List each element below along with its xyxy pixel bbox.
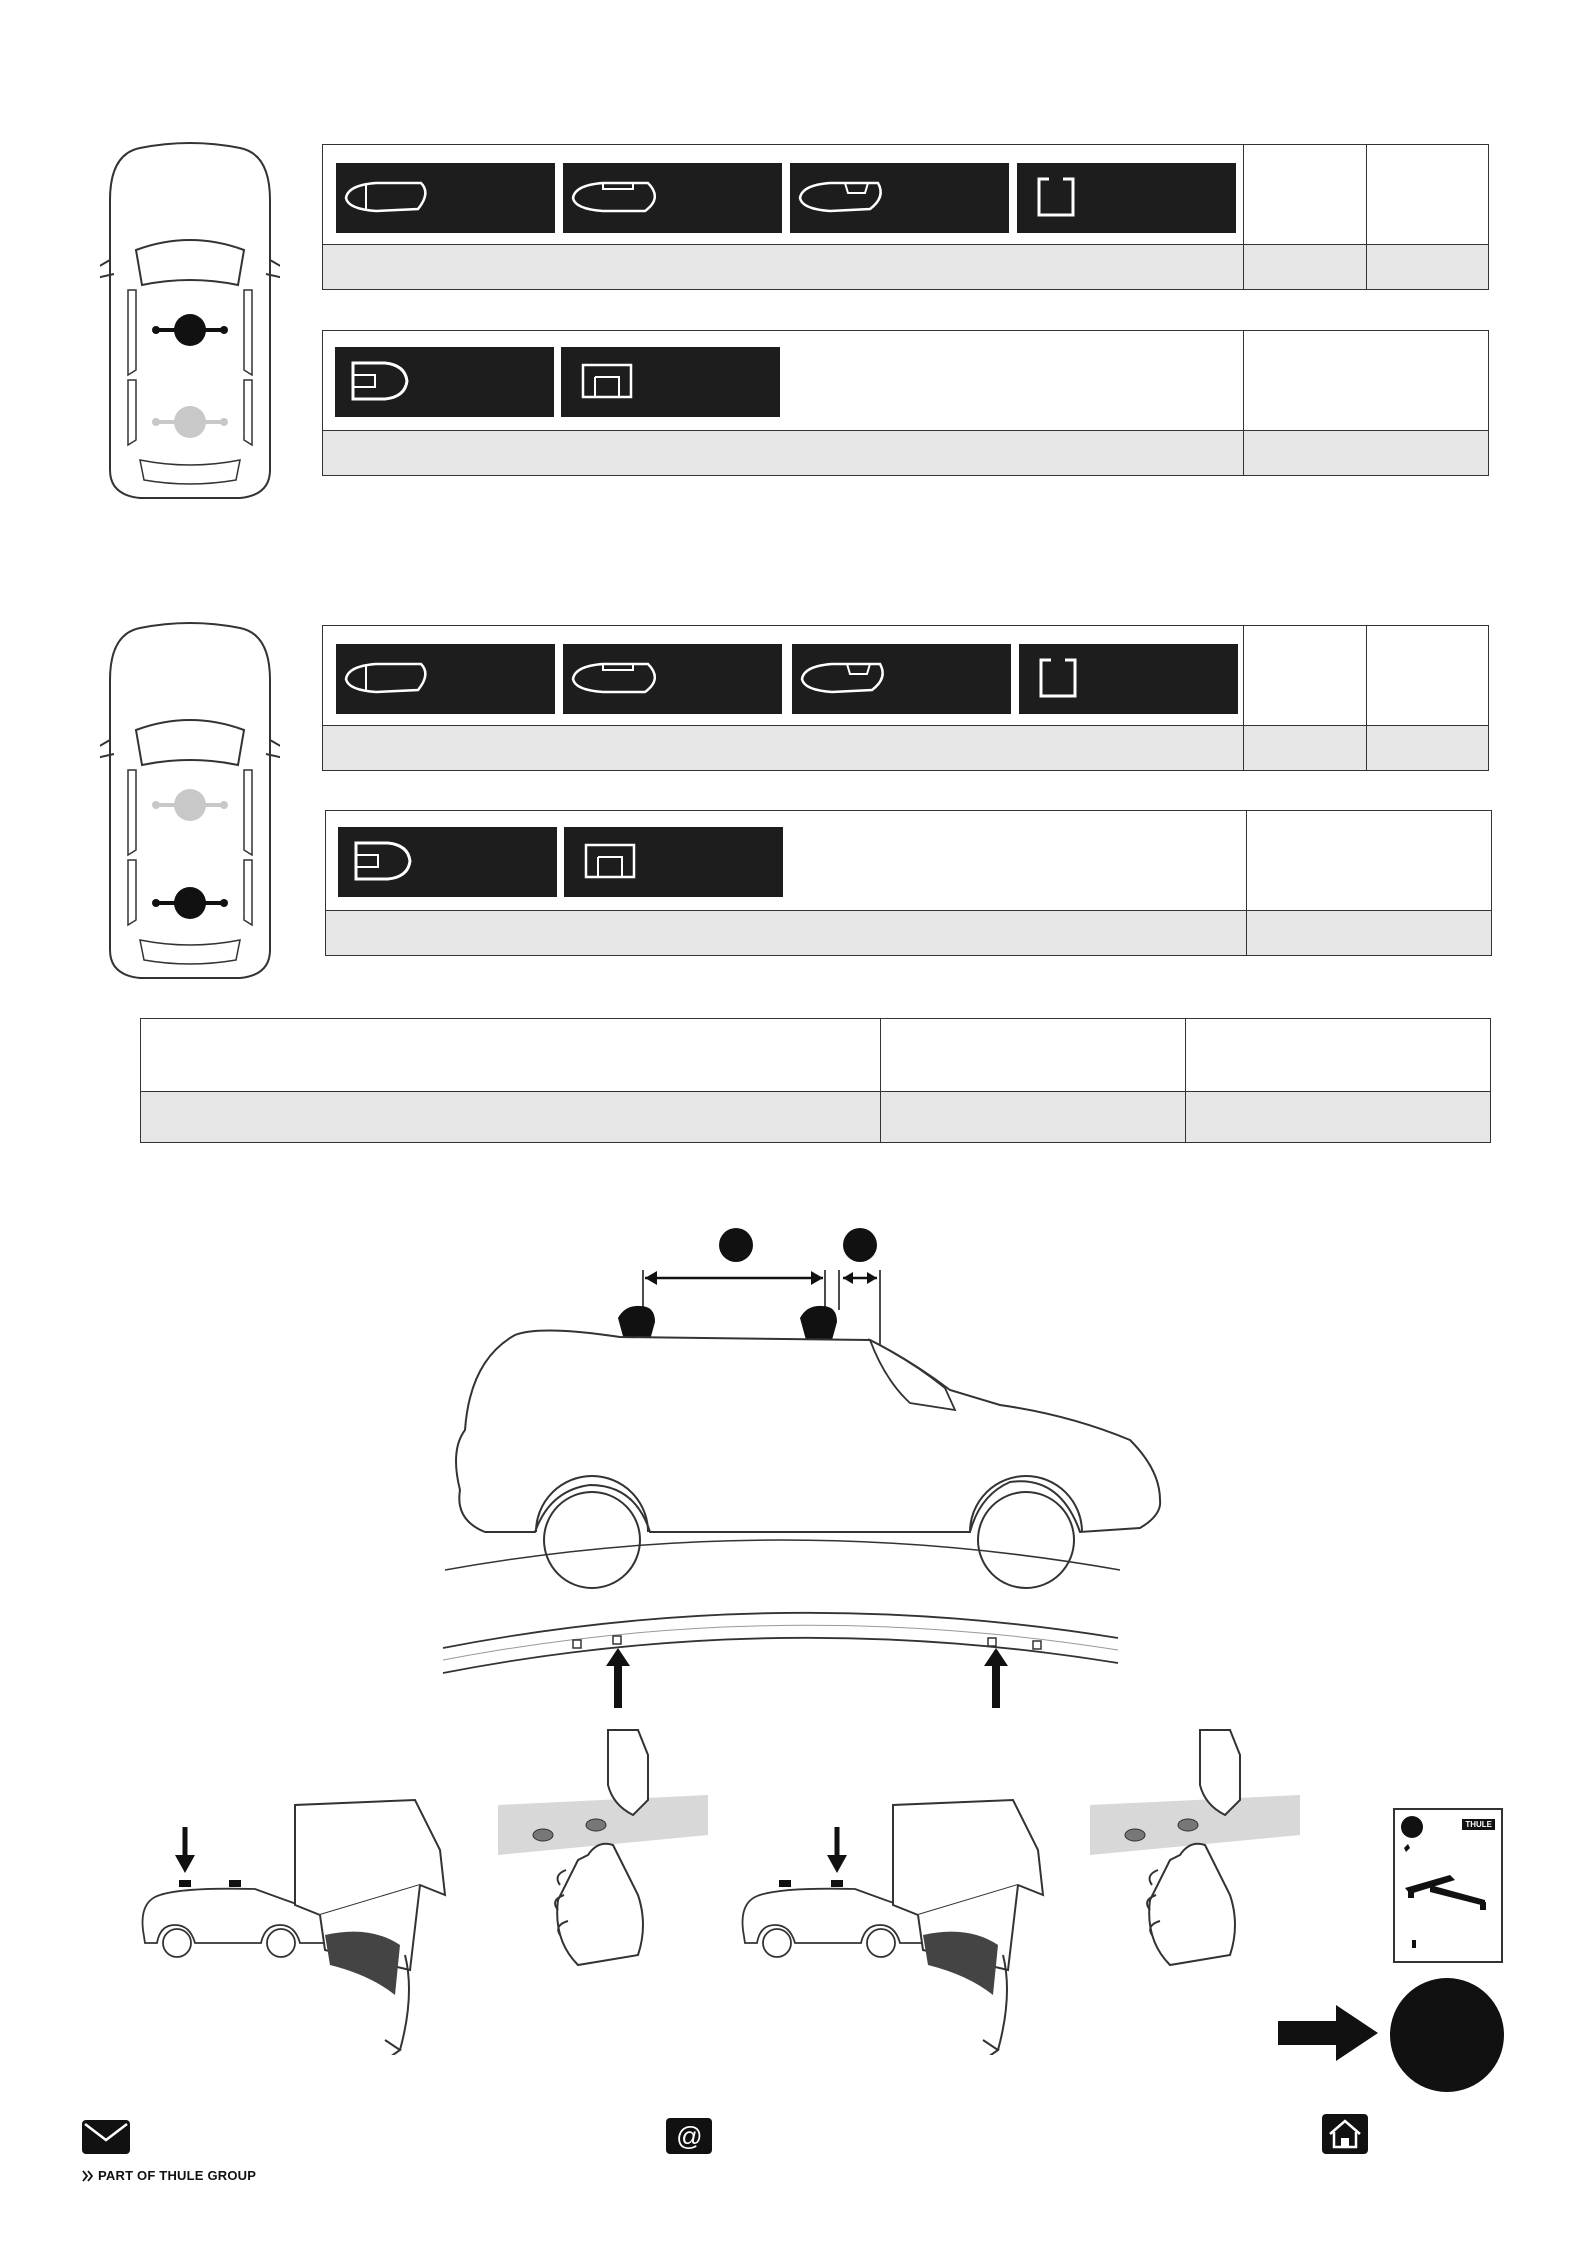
wingbar-edge-profile-tile bbox=[336, 163, 555, 233]
manual-brand-label: THULE bbox=[1462, 1819, 1495, 1830]
table-row-grey bbox=[323, 244, 1488, 289]
smartrack-profile-tile bbox=[564, 827, 783, 897]
car-topview-front bbox=[100, 140, 280, 505]
mail-icon[interactable] bbox=[82, 2120, 130, 2154]
foot-mounting-detail-front bbox=[290, 1795, 510, 2055]
wingbar-evo-profile-tile bbox=[563, 644, 782, 714]
fit-table-general bbox=[140, 1018, 1491, 1143]
roof-rail-mount-points bbox=[438, 1598, 1138, 1708]
squarebar-profile-tile bbox=[1019, 644, 1238, 714]
squarebar-profile-tile bbox=[1017, 163, 1236, 233]
probar-profile-tile bbox=[338, 827, 557, 897]
hand-tightening-detail-front bbox=[498, 1725, 718, 1975]
foot-mounting-detail-rear bbox=[888, 1795, 1108, 2055]
table-row-grey bbox=[326, 910, 1491, 955]
svg-text:@: @ bbox=[675, 2121, 703, 2151]
table-row-grey bbox=[141, 1091, 1490, 1142]
next-step-arrow-icon bbox=[1278, 2005, 1378, 2061]
table-row-grey bbox=[323, 430, 1488, 475]
car-sideview-foot-positions bbox=[440, 1210, 1200, 1600]
car-topview-rear bbox=[100, 620, 280, 985]
hand-tightening-detail-rear bbox=[1090, 1725, 1310, 1975]
next-step-circle[interactable] bbox=[1390, 1978, 1504, 2092]
chevron-right-icon bbox=[82, 2170, 94, 2182]
at-icon[interactable] bbox=[666, 2118, 712, 2154]
home-icon[interactable] bbox=[1322, 2114, 1368, 2154]
group-tagline: PART OF THULE GROUP bbox=[98, 2168, 257, 2183]
table-row-grey bbox=[323, 725, 1488, 770]
manual-thumbnail bbox=[1393, 1808, 1503, 1963]
smartrack-profile-tile bbox=[561, 347, 780, 417]
wingbar-edge-profile-tile bbox=[336, 644, 555, 714]
slidebar-profile-tile bbox=[790, 163, 1009, 233]
slidebar-profile-tile bbox=[792, 644, 1011, 714]
wingbar-evo-profile-tile bbox=[563, 163, 782, 233]
manual-step-dot bbox=[1401, 1816, 1423, 1838]
probar-profile-tile bbox=[335, 347, 554, 417]
